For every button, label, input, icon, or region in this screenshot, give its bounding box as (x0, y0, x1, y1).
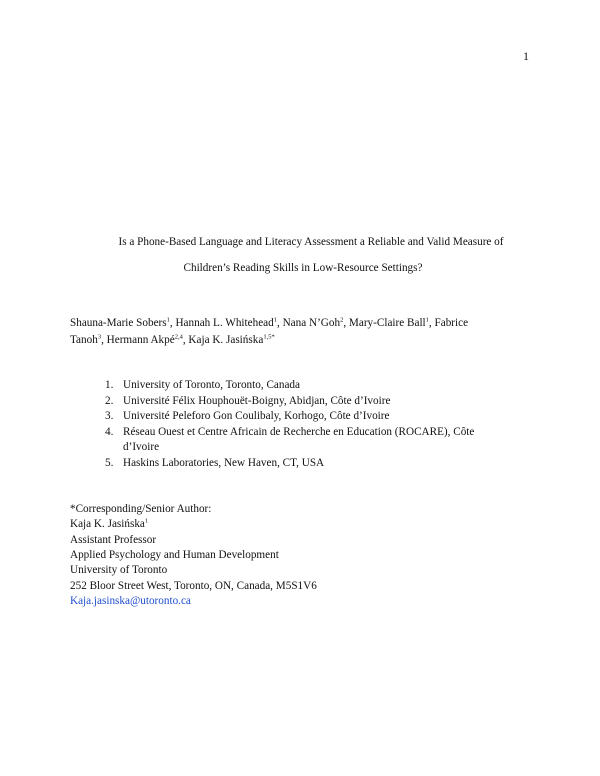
corresponding-department: Applied Psychology and Human Development (70, 549, 279, 561)
author-separator: , (343, 317, 349, 329)
affiliation-number: 5. (105, 457, 114, 469)
author-name-first-part: Fabrice (434, 317, 469, 329)
author-name: Hannah L. Whitehead (175, 317, 274, 329)
affiliation-text: Réseau Ouest et Centre Africain de Recherche en Education (ROCARE), Côte (123, 426, 475, 438)
author-affiliation-mark: 1,5* (263, 333, 275, 341)
author-name-second-part: Tanoh (70, 334, 98, 346)
affiliation-number: 4. (105, 426, 114, 438)
affiliation-text-continuation: d’Ivoire (123, 441, 160, 453)
affiliation-text: Université Peleforo Gon Coulibaly, Korhogo, Côte d’Ivoire (123, 410, 390, 422)
author-separator: , (428, 317, 435, 329)
corresponding-email-link[interactable]: Kaja.jasinska@utoronto.ca (70, 595, 191, 607)
author-list-line-2 (70, 334, 275, 346)
affiliation-text: Université Félix Houphouët-Boigny, Abidjan, Côte d’Ivoire (123, 395, 391, 407)
author-name: Hermann Akpé (106, 334, 175, 346)
affiliation-item (105, 457, 324, 469)
corresponding-name-text: Kaja K. Jasińska (70, 518, 145, 530)
author-list-line-1 (70, 317, 468, 329)
author-affiliation-mark: 1 (425, 316, 429, 324)
paper-title-line-1: Is a Phone-Based Language and Literacy Assessment a Reliable and Valid Measure of (118, 236, 504, 248)
corresponding-address: 252 Bloor Street West, Toronto, ON, Canada, M5S1V6 (70, 580, 317, 592)
author-affiliation-mark: 2 (340, 316, 344, 324)
corresponding-position: Assistant Professor (70, 534, 157, 546)
affiliation-number: 3. (105, 410, 114, 422)
affiliation-number: 2. (105, 395, 114, 407)
page-number: 1 (523, 49, 529, 63)
affiliation-item (105, 410, 389, 422)
affiliation-text: University of Toronto, Toronto, Canada (123, 379, 300, 391)
corresponding-heading: *Corresponding/Senior Author: (70, 503, 212, 515)
author-name: Nana N’Goh (282, 317, 341, 329)
affiliation-number: 1. (105, 379, 114, 391)
author-separator: , (277, 317, 283, 329)
author-name: Kaja K. Jasińska (188, 334, 264, 346)
affiliation-text: Haskins Laboratories, New Haven, CT, USA (123, 457, 325, 469)
author-name: Mary-Claire Ball (348, 317, 426, 329)
affiliation-item (105, 426, 474, 438)
paper-title-line-2: Children’s Reading Skills in Low-Resource Settings? (183, 262, 423, 274)
corresponding-institution: University of Toronto (70, 564, 168, 576)
author-affiliation-mark: 2,4 (174, 333, 183, 341)
author-affiliation-mark: 1 (273, 316, 277, 324)
author-affiliation-mark: 3 (97, 333, 102, 341)
affiliation-item (105, 395, 390, 407)
author-separator: , (101, 334, 107, 346)
corresponding-name-mark: 1 (144, 517, 149, 525)
corresponding-name (70, 518, 148, 530)
author-name: Shauna-Marie Sobers (70, 317, 167, 329)
author-affiliation-mark: 1 (166, 316, 170, 324)
author-separator: , (182, 334, 189, 346)
author-separator: , (169, 317, 176, 329)
affiliation-item (105, 379, 300, 391)
